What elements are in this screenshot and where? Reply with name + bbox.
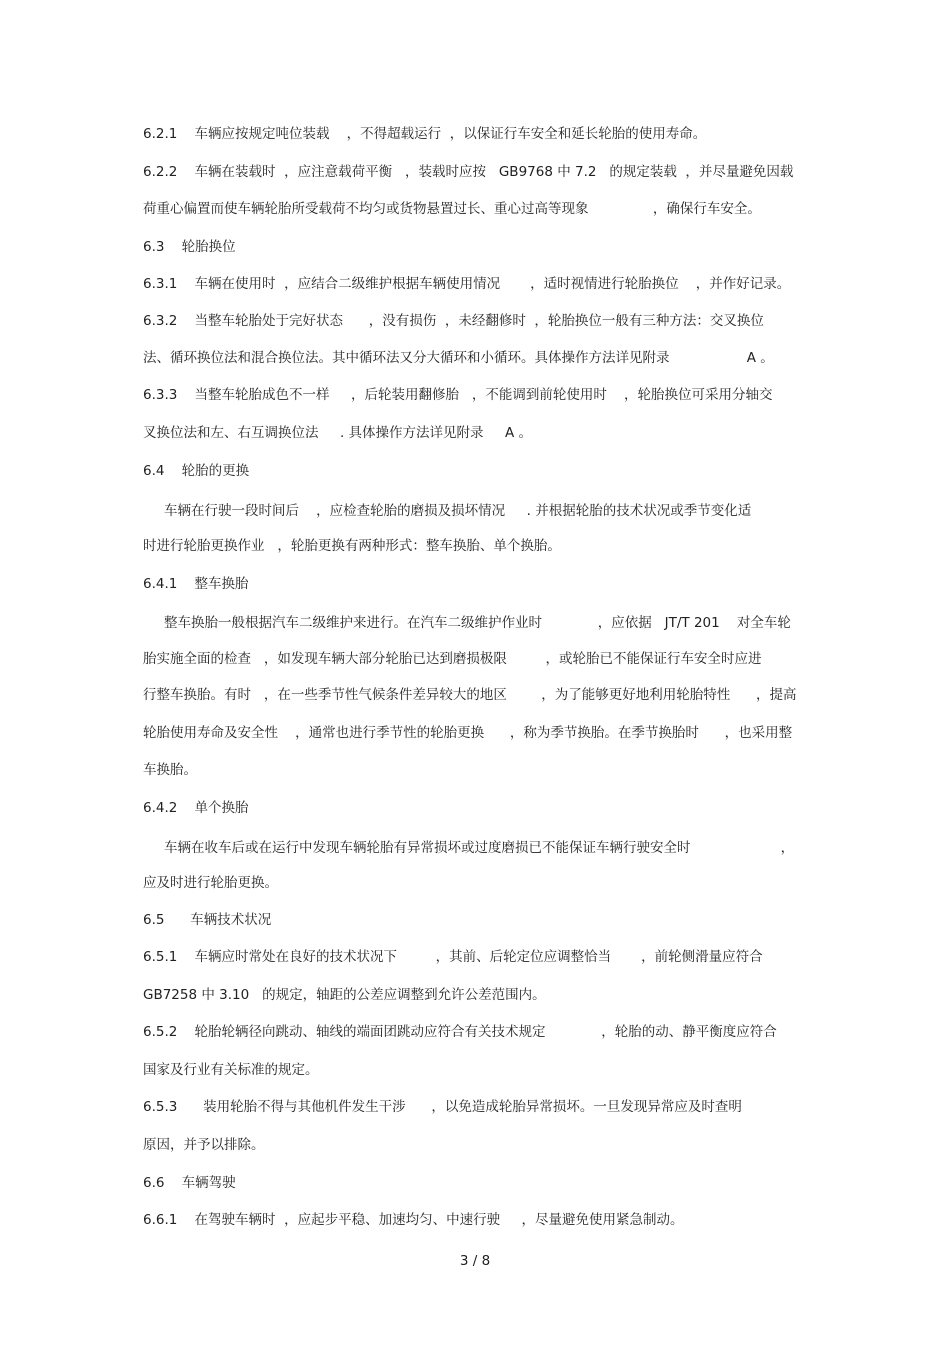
text-line: 行整车换胎。有时 ，在一些季节性气候条件差异较大的地区 ，为了能够更好地利用轮胎特性 ，提高	[143, 687, 797, 703]
text-line: 6.5.1 车辆应时常处在良好的技术状况下 ，其前、后轮定位应调整恰当 ，前轮侧滑量应符合	[143, 949, 763, 965]
text-line: 荷重心偏置而使车辆轮胎所受载荷不均匀或货物悬置过长、重心过高等现象 ，确保行车安全。	[143, 201, 761, 217]
section-heading: 6.5 车辆技术状况	[143, 912, 272, 928]
section-heading: 6.6 车辆驾驶	[143, 1175, 236, 1191]
text-line: 车辆在收车后或在运行中发现车辆轮胎有异常损坏或过度磨损已不能保证车辆行驶安全时 ，	[164, 840, 795, 856]
section-heading: 6.4.1 整车换胎	[143, 576, 249, 592]
text-line: 6.3.1 车辆在使用时 ，应结合二级维护根据车辆使用情况 ，适时视情进行轮胎换位 ，并作好记录。	[143, 276, 791, 292]
text-line: 法、循环换位法和混合换位法。其中循环法又分大循环和小循环。具体操作方法详见附录 A 。	[143, 350, 774, 366]
page-number: 3 / 8	[459, 1253, 491, 1269]
section-heading: 6.4 轮胎的更换	[143, 463, 250, 479]
text-line: 车辆在行驶一段时间后 ，应检查轮胎的磨损及损坏情况 . 并根据轮胎的技术状况或季节变化适	[164, 503, 752, 519]
text-line: 6.3.3 当整车轮胎成色不一样 ，后轮装用翻修胎 ，不能调到前轮使用时 ，轮胎换位可采用分轴交	[143, 387, 773, 403]
text-line: 胎实施全面的检查 ，如发现车辆大部分轮胎已达到磨损极限 ，或轮胎已不能保证行车安全时应进	[143, 651, 762, 667]
section-heading: 6.3 轮胎换位	[143, 239, 236, 255]
text-line: 6.2.2 车辆在装载时 ，应注意载荷平衡 ，装载时应按 GB9768 中 7.2 的规定装载 ，并尽量避免因载	[143, 164, 794, 180]
text-line: 国家及行业有关标准的规定。	[143, 1062, 319, 1078]
text-line: 轮胎使用寿命及安全性 ，通常也进行季节性的轮胎更换 ，称为季节换胎。在季节换胎时 ，也采用整	[143, 725, 793, 741]
text-line: 整车换胎一般根据汽车二级维护来进行。在汽车二级维护作业时 ，应依据 JT/T 201 对全车轮	[164, 615, 791, 631]
text-line: 车换胎。	[143, 762, 197, 778]
text-line: 原因，并予以排除。	[143, 1137, 265, 1153]
section-heading: 6.4.2 单个换胎	[143, 800, 249, 816]
text-line: 6.6.1 在驾驶车辆时 ，应起步平稳、加速均匀、中速行驶 ，尽量避免使用紧急制动。	[143, 1212, 684, 1228]
text-line: 6.5.2 轮胎轮辆径向跳动、轴线的端面团跳动应符合有关技术规定 ，轮胎的动、静平衡度应符合	[143, 1024, 777, 1040]
text-line: 6.2.1 车辆应按规定吨位装载 ，不得超载运行 ，以保证行车安全和延长轮胎的使用寿命。	[143, 126, 707, 142]
text-line: 时进行轮胎更换作业 ，轮胎更换有两种形式：整车换胎、单个换胎。	[143, 538, 561, 554]
text-line: 6.5.3 装用轮胎不得与其他机件发生干涉 ，以免造成轮胎异常损坏。一旦发现异常应及时查明	[143, 1099, 742, 1115]
text-line: 应及时进行轮胎更换。	[143, 875, 278, 891]
text-line: GB7258 中 3.10 的规定，轴距的公差应调整到允许公差范围内。	[143, 987, 546, 1003]
text-line: 叉换位法和左、右互调换位法 . 具体操作方法详见附录 A 。	[143, 425, 533, 441]
text-line: 6.3.2 当整车轮胎处于完好状态 ，没有损伤 ，未经翻修时 ，轮胎换位一般有三种方法：交叉换位	[143, 313, 764, 329]
